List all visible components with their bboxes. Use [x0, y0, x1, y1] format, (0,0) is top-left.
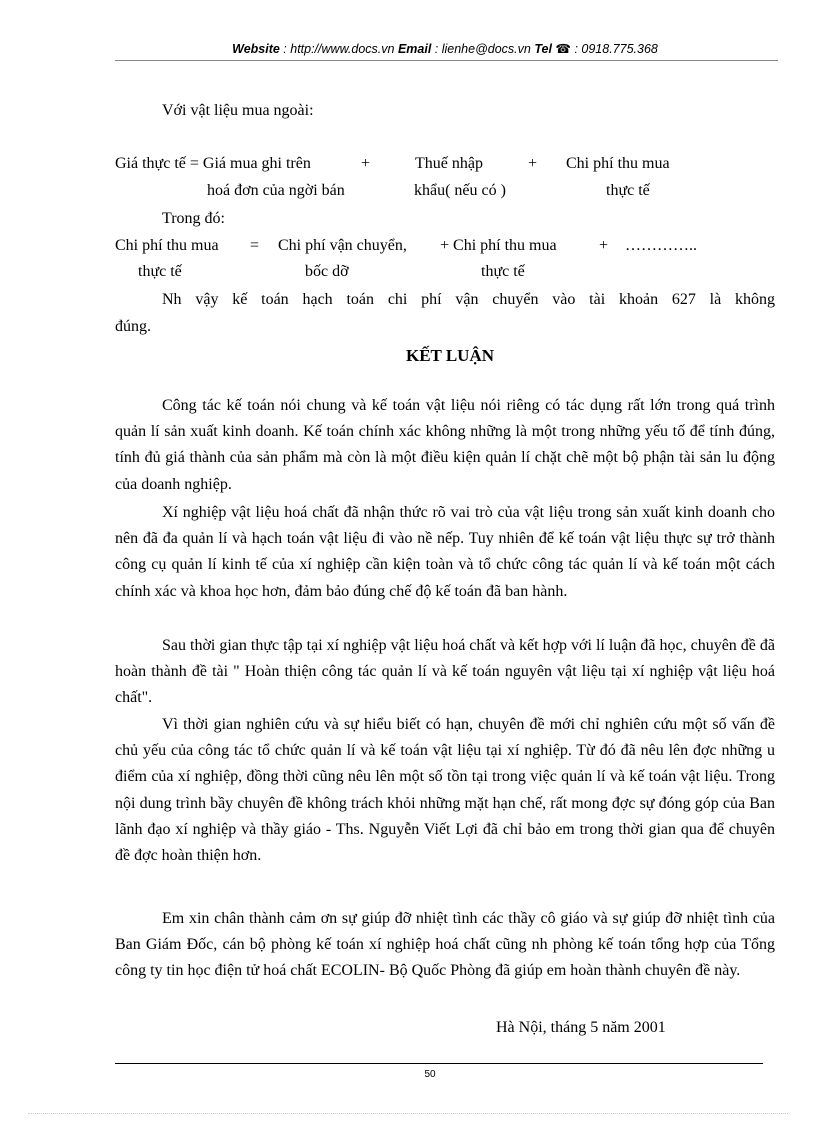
formula2-dots: …………..: [625, 237, 697, 254]
formula2-intro: Trong đó:: [162, 210, 225, 227]
formula1-sub3: thực tế: [606, 182, 650, 199]
email-label: Email: [397, 42, 432, 56]
note-line2: đúng.: [115, 318, 151, 335]
signature-date: Hà Nội, tháng 5 năm 2001: [496, 1019, 666, 1036]
footer-rule: [115, 1063, 763, 1064]
conclusion-paragraph-2: Xí nghiệp vật liệu hoá chất đã nhận thức rõ vai trò của vật liệu trong sản xuất kinh doanh cho nên đã đa quản lí và hạch toán vật liệu đi vào nề nếp. Tuy nhiên để kế toán vật liệu thực sự trở thành công cụ quản lí kinh tế của xí nghiệp cần kiện toàn và tổ chức công tác quản lí và kế toán một cách chính xác và khoa học hơn, đảm bảo đúng chế độ kế toán đã ban hành.: [115, 504, 775, 600]
formula2-lhs: Chi phí thu mua: [115, 237, 219, 254]
conclusion-paragraph-4: Vì thời gian nghiên cứu và sự hiểu biết có hạn, chuyên đề mới chỉ nghiên cứu một số vấn đề chủ yếu của công tác tổ chức quản lí và kế toán vật liệu tại xí nghiệp. Từ đó đã nêu lên đợc những u điểm của xí nghiệp, đồng thời cũng nêu lên một số tồn tại trong việc quản lí và kế toán vật liệu. Trong nội dung trình bầy chuyên đề không trách khỏi những mặt hạn chế, rất mong đợc sự đóng góp của Ban lãnh đạo xí nghiệp và thầy giáo - Ths. Nguyễn Viết Lợi đã chỉ bảo em trong thời gian qua để chuyên đề đợc hoàn thiện hơn.: [115, 716, 775, 865]
formula1-plus1: +: [361, 155, 371, 172]
formula1-plus2: +: [528, 155, 538, 172]
formula1-term3: Chi phí thu mua: [566, 155, 670, 172]
conclusion-title: KẾT LUẬN: [405, 346, 494, 365]
tel-label: Tel: [534, 42, 552, 56]
note-line1: Nh vậy kế toán hạch toán chi phí vận chuyển vào tài khoản 627 là không: [162, 291, 775, 308]
formula1-sub1: hoá đơn của ngời bán: [207, 182, 345, 199]
formula2-term1: Chi phí vận chuyển,: [278, 237, 407, 254]
page-header: [115, 38, 775, 60]
page-number: 50: [424, 1069, 436, 1080]
formula2-term2: + Chi phí thu mua: [440, 237, 557, 254]
tel-value: ☎ : 0918.775.368: [551, 42, 658, 56]
formula2-sub2: thực tế: [481, 263, 525, 280]
header-rule: [115, 60, 778, 61]
email-value: : lienhe@docs.vn: [431, 42, 535, 56]
formula1-sub2: khẩu( nếu có ): [414, 182, 506, 199]
formula2-eq: =: [250, 237, 260, 254]
page-bottom-border: [28, 1113, 788, 1114]
formula1-term2: Thuế nhập: [415, 155, 483, 172]
conclusion-paragraph-5: Em xin chân thành cảm ơn sự giúp đỡ nhiệt tình các thầy cô giáo và sự giúp đỡ nhiệt tình của Ban Giám Đốc, cán bộ phòng kế toán xí nghiệp hoá chất cũng nh phòng kế toán tổng hợp của Tổng công ty tin học điện tử hoá chất ECOLIN- Bộ Quốc Phòng đã giúp em hoàn thành chuyên đề này.: [115, 910, 775, 980]
website-label: Website: [232, 42, 280, 56]
formula2-sub-lhs: thực tế: [138, 263, 182, 280]
formula2-plus: +: [599, 237, 609, 254]
formula2-sub1: bốc dỡ: [305, 263, 349, 280]
website-value: : http://www.docs.vn: [279, 42, 398, 56]
conclusion-paragraph-3: Sau thời gian thực tập tại xí nghiệp vật liệu hoá chất và kết hợp với lí luận đã học, chuyên đề đã hoàn thành đề tài " Hoàn thiện công tác quản lí và kế toán nguyên vật liệu tại xí nghiệp vật liệu hoá chất".: [115, 637, 775, 707]
formula1-intro: Với vật liệu mua ngoài:: [162, 102, 314, 119]
formula1-lhs: Giá thực tế = Giá mua ghi trên: [115, 155, 311, 172]
conclusion-paragraph-1: Công tác kế toán nói chung và kế toán vật liệu nói riêng có tác dụng rất lớn trong quá trình quản lí sản xuất kinh doanh. Kế toán chính xác không những là một trong những yếu tố để tính đúng, tính đủ giá thành của sản phẩm mà còn là một điều kiện quản lí chặt chẽ một bộ phận tài sản lu động của doanh nghiệp.: [115, 397, 775, 493]
